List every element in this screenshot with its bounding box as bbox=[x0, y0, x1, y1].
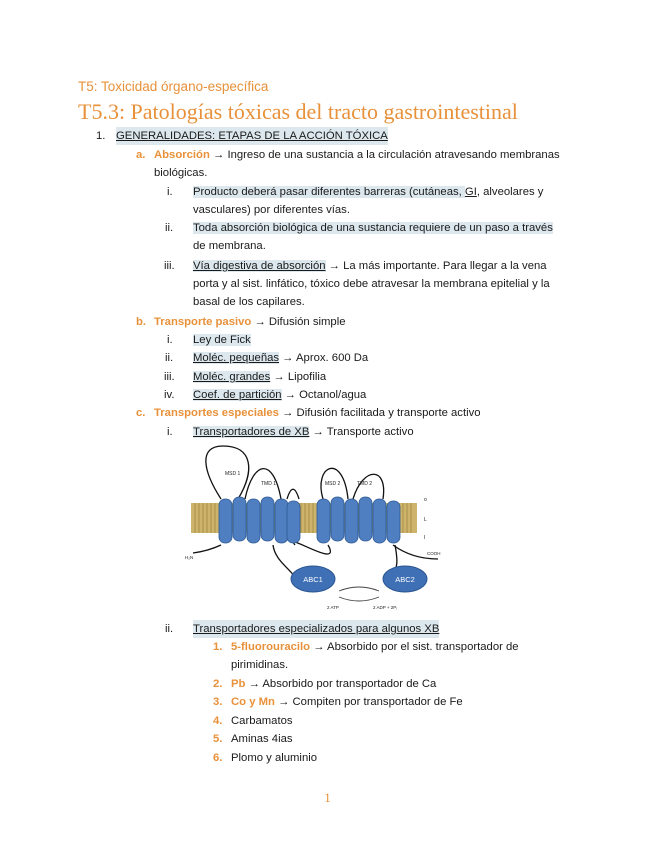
item-c-i-term: Transportadores de XB bbox=[193, 426, 310, 438]
item-b-term: Transporte pasivo bbox=[154, 316, 252, 328]
list-1-line2: pirimidinas. bbox=[231, 659, 289, 671]
item-a-i-text-post: , alveolares y bbox=[476, 186, 544, 198]
lipid-label: L bbox=[424, 517, 427, 523]
item-c-i-text: → Transporte activo bbox=[309, 426, 414, 438]
list-2-num: 2. bbox=[213, 678, 223, 690]
item-a-line2: biológicas. bbox=[154, 167, 208, 179]
msd1-label: MSD 1 bbox=[225, 471, 241, 477]
list-1-num: 1. bbox=[213, 641, 223, 653]
list-5-text: Aminas 4ias bbox=[231, 733, 293, 745]
list-1-term: 5-fluorouracilo bbox=[231, 641, 311, 653]
item-b-iv-term: Coef. de partición bbox=[193, 389, 282, 401]
abc2-label: ABC2 bbox=[395, 575, 415, 584]
tmd1-label: TMD 1 bbox=[261, 481, 276, 487]
tmd1-helices bbox=[219, 497, 300, 543]
abc-transporter-diagram bbox=[183, 441, 453, 613]
item-b-marker: b. bbox=[136, 316, 147, 328]
section-number: 1. bbox=[96, 130, 106, 142]
msd2-label: MSD 2 bbox=[325, 481, 341, 487]
list-6-text: Plomo y aluminio bbox=[231, 752, 318, 764]
item-a-marker: a. bbox=[136, 149, 146, 161]
item-a-i-line2: vasculares) por diferentes vías. bbox=[193, 204, 350, 216]
item-b-iii-text: → Lipofilia bbox=[270, 371, 327, 383]
outside-label: o bbox=[424, 497, 427, 503]
item-c-marker: c. bbox=[136, 407, 146, 419]
item-c-i-marker: i. bbox=[167, 426, 173, 438]
item-b-iv-text: → Octanol/agua bbox=[281, 389, 367, 401]
item-c-i-line bbox=[193, 423, 414, 441]
item-c-ii-marker: ii. bbox=[165, 623, 174, 635]
page-number: 1 bbox=[324, 790, 331, 805]
list-3-num: 3. bbox=[213, 696, 223, 708]
item-b-i-marker: i. bbox=[167, 334, 173, 346]
atp-arrow-top bbox=[339, 587, 379, 591]
item-c-text: → Difusión facilitada y transporte activo bbox=[278, 407, 481, 419]
tmd2-label: TMD 2 bbox=[357, 481, 372, 487]
n-terminus-line bbox=[193, 545, 221, 553]
atp-arrow-bottom bbox=[339, 597, 379, 601]
list-4-num: 4. bbox=[213, 715, 223, 727]
list-1-text: → Absorbido por el sist. transportador de bbox=[310, 641, 519, 653]
item-a-i-line1 bbox=[193, 183, 543, 201]
item-a-i-gi: GI bbox=[464, 186, 477, 198]
item-b-ii-text: → Aprox. 600 Da bbox=[279, 352, 369, 364]
item-b-ii-term: Moléc. pequeñas bbox=[193, 352, 280, 364]
document-subtitle: T5: Toxicidad órgano-específica bbox=[78, 79, 269, 94]
item-a-ii-line2: de membrana. bbox=[193, 240, 266, 252]
item-b-i-line bbox=[193, 331, 251, 349]
nh2-label: H₂N bbox=[185, 555, 194, 560]
cooh-label: COOH bbox=[427, 551, 441, 556]
tmd1-loop-small bbox=[287, 489, 299, 499]
list-3-line bbox=[231, 693, 463, 711]
item-c-line bbox=[154, 404, 481, 422]
item-b-ii-marker: ii. bbox=[165, 352, 174, 364]
item-a-text: → Ingreso de una sustancia a la circulación atravesando membranas bbox=[209, 149, 560, 161]
item-b-iii-line bbox=[193, 368, 326, 386]
item-a-iii-line3: basal de los capilares. bbox=[193, 296, 305, 308]
section-heading: GENERALIDADES: ETAPAS DE LA ACCIÓN TÓXICA bbox=[116, 127, 388, 145]
list-6-num: 6. bbox=[213, 752, 223, 764]
item-a-iii-text: → La más importante. Para llegar a la vena bbox=[325, 260, 547, 272]
item-a-iii-line1 bbox=[193, 257, 547, 275]
item-b-iv-marker: iv. bbox=[164, 389, 175, 401]
list-3-term: Co y Mn bbox=[231, 696, 275, 708]
document-title: T5.3: Patologías tóxicas del tracto gastrointestinal bbox=[78, 99, 518, 124]
abc1-label: ABC1 bbox=[303, 575, 323, 584]
item-a-ii-text: Toda absorción biológica de una sustancia requiere de un paso a través bbox=[193, 222, 553, 234]
list-5-num: 5. bbox=[213, 733, 223, 745]
item-a-i-text-pre: Producto deberá pasar diferentes barreras (cutáneas, bbox=[193, 186, 465, 198]
item-a-ii-marker: ii. bbox=[165, 222, 174, 234]
linker-line-2 bbox=[293, 542, 330, 554]
list-3-text: → Compiten por transportador de Fe bbox=[274, 696, 463, 708]
item-a-line1 bbox=[154, 146, 560, 164]
item-b-iv-line bbox=[193, 386, 366, 404]
item-b-line bbox=[154, 313, 345, 331]
item-b-iii-term: Moléc. grandes bbox=[193, 371, 271, 383]
item-b-i-term: Ley de Fick bbox=[193, 334, 251, 346]
item-c-ii-term: Transportadores especializados para algunos XB bbox=[193, 620, 439, 638]
item-a-i-marker: i. bbox=[167, 186, 173, 198]
adp-label: 2 ADP + 2Pᵢ bbox=[373, 605, 398, 610]
item-b-iii-marker: iii. bbox=[164, 371, 175, 383]
list-1-line bbox=[231, 638, 519, 656]
item-a-ii-line1 bbox=[193, 219, 553, 237]
item-a-term: Absorción bbox=[154, 149, 210, 161]
item-b-ii-line bbox=[193, 349, 368, 367]
list-2-text: → Absorbido por transportador de Ca bbox=[245, 678, 437, 690]
item-a-iii-line2: porta y al sist. linfático, tóxico debe atravesar la membrana epitelial y la bbox=[193, 278, 550, 290]
item-a-iii-marker: iii. bbox=[164, 260, 175, 272]
list-4-text: Carbamatos bbox=[231, 715, 293, 727]
list-2-line bbox=[231, 675, 436, 693]
list-2-term: Pb bbox=[231, 678, 246, 690]
item-a-iii-term: Vía digestiva de absorción bbox=[193, 260, 326, 272]
inside-label: I bbox=[424, 535, 426, 541]
atp-label: 2 ATP bbox=[327, 605, 339, 610]
item-b-text: → Difusión simple bbox=[251, 316, 346, 328]
item-c-term: Transportes especiales bbox=[154, 407, 279, 419]
